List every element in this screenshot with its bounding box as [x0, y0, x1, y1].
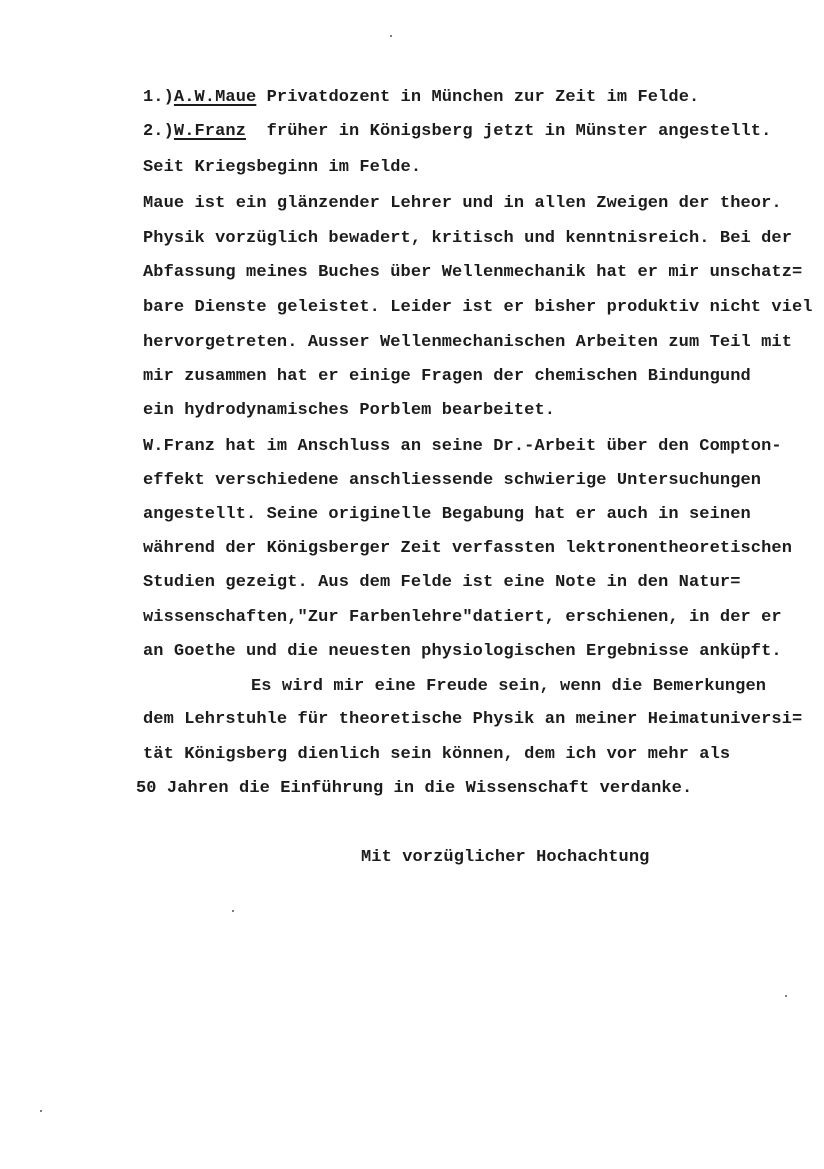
closing: Mit vorzüglicher Hochachtung [361, 848, 650, 867]
text-line: Es wird mir eine Freude sein, wenn die Bemerkungen [251, 677, 767, 696]
list-text: Privatdozent in München zur Zeit im Felde. [256, 88, 700, 107]
text-line: während der Königsberger Zeit verfassten lektronentheoretischen [143, 539, 793, 558]
list-item [143, 88, 699, 108]
list-number: 1.) [143, 88, 174, 107]
underlined-name: W.Franz [173, 122, 247, 141]
text-line: ein hydrodynamisches Porblem bearbeitet. [143, 401, 556, 420]
text-line: Seit Kriegsbeginn im Felde. [143, 158, 422, 177]
text-line: hervorgetreten. Ausser Wellenmechanischen Arbeiten zum Teil mit [143, 333, 793, 352]
text-line: Studien gezeigt. Aus dem Felde ist eine Note in den Natur= [143, 573, 741, 592]
text-line: W.Franz hat im Anschluss an seine Dr.-Arbeit über den Compton- [143, 437, 782, 456]
text-line: wissenschaften,"Zur Farbenlehre"datiert, erschienen, in der er [143, 608, 782, 627]
text-line: dem Lehrstuhle für theoretische Physik an meiner Heimatuniversi= [143, 710, 803, 729]
text-line: 50 Jahren die Einführung in die Wissenschaft verdanke. [136, 779, 693, 798]
text-line: Maue ist ein glänzender Lehrer und in allen Zweigen der theor. [143, 194, 782, 213]
list-item [143, 122, 771, 142]
text-line: an Goethe und die neuesten physiologischen Ergebnisse anküpft. [143, 642, 782, 661]
list-text: früher in Königsberg jetzt in Münster angestellt. [246, 122, 772, 141]
scan-speck [40, 1110, 42, 1112]
text-line: tät Königsberg dienlich sein können, dem ich vor mehr als [143, 745, 731, 764]
scan-speck [390, 35, 392, 37]
text-line: angestellt. Seine originelle Begabung hat er auch in seinen [143, 505, 751, 524]
scan-speck [232, 910, 234, 912]
list-number: 2.) [143, 122, 174, 141]
scan-speck [785, 995, 787, 997]
text-line: Physik vorzüglich bewadert, kritisch und kenntnisreich. Bei der [143, 229, 793, 248]
text-line: Abfassung meines Buches über Wellenmechanik hat er mir unschatz= [143, 263, 803, 282]
underlined-name: A.W.Maue [173, 88, 257, 107]
text-line: mir zusammen hat er einige Fragen der chemischen Bindungund [143, 367, 751, 386]
text-line: effekt verschiedene anschliessende schwierige Untersuchungen [143, 471, 762, 490]
text-line: bare Dienste geleistet. Leider ist er bisher produktiv nicht viel [143, 298, 813, 317]
